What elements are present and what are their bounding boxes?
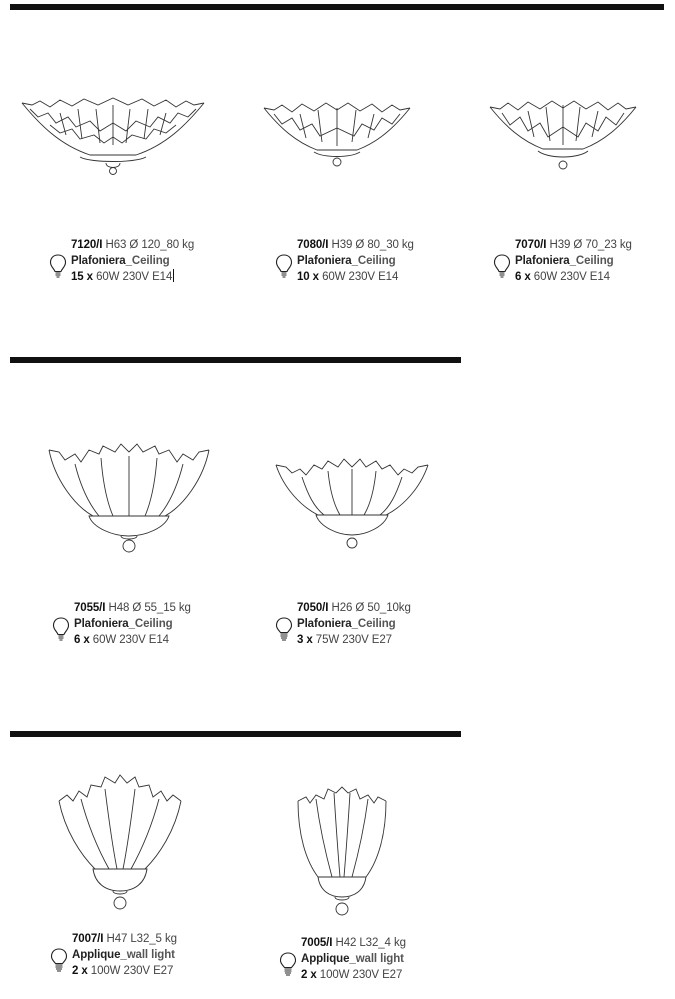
product-type-it: Plafoniera_	[74, 618, 135, 630]
product-code: 7070/I	[515, 239, 547, 251]
product-dimensions: H47 L32_5 kg	[106, 933, 177, 945]
product-drawing-7070	[488, 97, 638, 177]
product-code: 7055/I	[74, 602, 106, 614]
product-dimensions: H39 Ø 70_23 kg	[549, 239, 632, 251]
bulb-quantity: 3 x	[297, 634, 313, 646]
bulb-quantity: 10 x	[297, 271, 319, 283]
text-cursor	[173, 269, 174, 282]
bulb-quantity: 6 x	[515, 271, 531, 283]
section-divider-top	[10, 4, 664, 10]
product-drawing-7007	[55, 773, 185, 918]
product-dimensions: H42 L32_4 kg	[335, 937, 406, 949]
product-type-it: Plafoniera_	[515, 255, 576, 267]
bulb-spec: 60W 230V E14	[322, 271, 399, 283]
light-bulb-e27-icon	[50, 948, 68, 974]
product-caption-7007	[72, 931, 177, 979]
product-code: 7007/I	[72, 933, 104, 945]
bulb-spec: 60W 230V E14	[533, 271, 610, 283]
product-drawing-7005	[292, 785, 392, 925]
product-caption-7070	[515, 237, 632, 285]
product-caption-7050	[297, 600, 411, 648]
product-code: 7050/I	[297, 602, 329, 614]
product-type-it: Plafoniera_	[297, 618, 358, 630]
bulb-spec: 100W 230V E27	[319, 969, 403, 981]
product-type-en: Ceiling	[357, 618, 396, 630]
product-type-it: Applique_	[301, 953, 356, 965]
product-code: 7080/I	[297, 239, 329, 251]
light-bulb-icon	[49, 254, 67, 280]
product-caption-7080	[297, 237, 414, 285]
product-type-en: Ceiling	[575, 255, 614, 267]
product-drawing-7080	[262, 100, 412, 175]
bulb-quantity: 2 x	[72, 965, 88, 977]
product-type-en: Ceiling	[131, 255, 170, 267]
product-dimensions: H26 Ø 50_10kg	[331, 602, 411, 614]
light-bulb-icon	[52, 617, 70, 643]
product-drawing-7055	[45, 440, 213, 560]
product-type-it: Applique_	[72, 949, 127, 961]
light-bulb-icon	[493, 254, 511, 280]
bulb-spec: 60W 230V E14	[96, 271, 173, 283]
light-bulb-icon	[275, 254, 293, 280]
product-dimensions: H39 Ø 80_30 kg	[331, 239, 414, 251]
product-drawing-7050	[272, 455, 432, 555]
product-dimensions: H48 Ø 55_15 kg	[108, 602, 191, 614]
product-type-en: wall light	[126, 949, 175, 961]
bulb-quantity: 15 x	[71, 271, 93, 283]
product-type-it: Plafoniera_	[71, 255, 132, 267]
light-bulb-e27-icon	[275, 617, 293, 643]
product-type-en: Ceiling	[134, 618, 173, 630]
product-code: 7005/I	[301, 937, 333, 949]
light-bulb-e27-icon	[279, 952, 297, 978]
bulb-spec: 100W 230V E27	[90, 965, 174, 977]
bulb-spec: 75W 230V E27	[315, 634, 392, 646]
product-caption-7120	[71, 237, 194, 285]
product-caption-7055	[74, 600, 191, 648]
section-divider-middle	[10, 357, 461, 363]
section-divider-bottom	[10, 731, 461, 737]
bulb-quantity: 2 x	[301, 969, 317, 981]
product-type-en: wall light	[355, 953, 404, 965]
product-caption-7005	[301, 935, 406, 983]
product-drawing-7120	[20, 95, 206, 185]
product-type-it: Plafoniera_	[297, 255, 358, 267]
bulb-quantity: 6 x	[74, 634, 90, 646]
product-type-en: Ceiling	[357, 255, 396, 267]
bulb-spec: 60W 230V E14	[92, 634, 169, 646]
product-dimensions: H63 Ø 120_80 kg	[105, 239, 195, 251]
product-code: 7120/I	[71, 239, 103, 251]
